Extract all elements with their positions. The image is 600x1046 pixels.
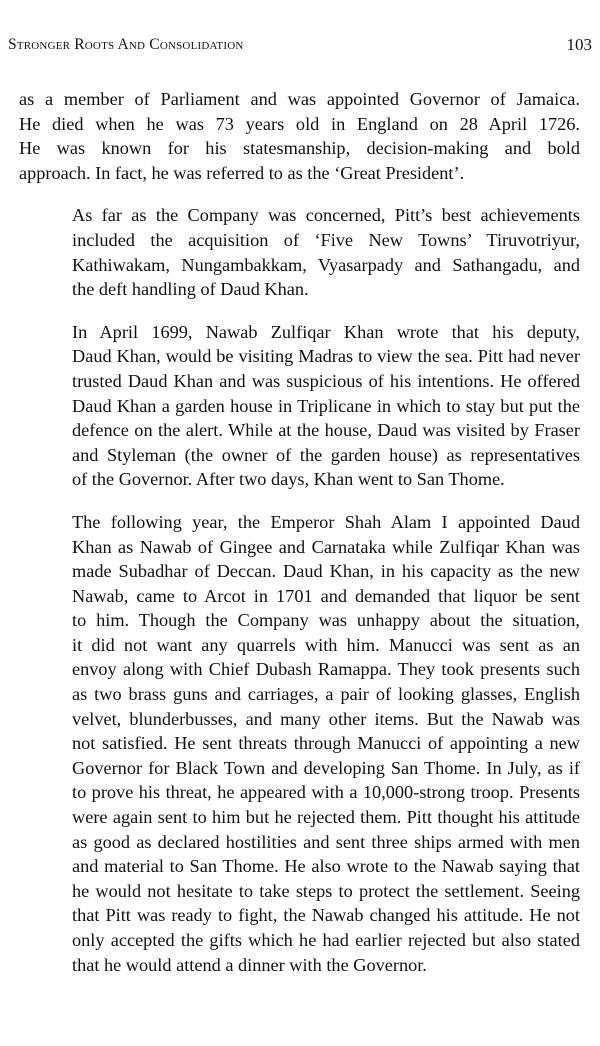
text-line: were again sent to him but he rejected them. Pitt thought his attitude bbox=[72, 807, 580, 828]
text-line: The following year, the Emperor Shah Alam I appointed Daud bbox=[72, 511, 580, 532]
text-line: As far as the Company was concerned, Pitt’s best achievements bbox=[72, 205, 580, 226]
text-line: approach. In fact, he was referred to as the ‘Great President’. bbox=[19, 162, 465, 183]
text-line: it did not want any quarrels with him. Manucci was sent as an bbox=[72, 634, 580, 655]
text-line: that Pitt was ready to fight, the Nawab changed his attitude. He not bbox=[72, 905, 580, 926]
text-line: as good as declared hostilities and sent three ships armed with men bbox=[72, 831, 580, 852]
text-line: Daud Khan a garden house in Triplicane in which to stay but put the bbox=[72, 395, 580, 416]
text-line: Nawab, came to Arcot in 1701 and demanded that liquor be sent bbox=[72, 585, 580, 606]
text-line: He was known for his statesmanship, decision-making and bold bbox=[19, 138, 580, 159]
text-line: as two brass guns and carriages, a pair of looking glasses, English bbox=[72, 684, 580, 705]
text-line: only accepted the gifts which he had earlier rejected but also stated bbox=[72, 930, 580, 950]
text-line: that he would attend a dinner with the Governor. bbox=[72, 954, 427, 975]
text-line: Khan as Nawab of Gingee and Carnataka while Zulfiqar Khan was bbox=[72, 536, 580, 557]
text-line: Kathiwakam, Nungambakkam, Vyasarpady and Sathangadu, and bbox=[72, 254, 580, 275]
text-line: He died when he was 73 years old in England on 28 April 1726. bbox=[19, 113, 580, 134]
page-number: 103 bbox=[566, 35, 592, 54]
paragraph bbox=[19, 510, 580, 977]
text-line: velvet, blunderbusses, and many other items. But the Nawab was bbox=[72, 708, 580, 729]
text-line: included the acquisition of ‘Five New Towns’ Tiruvotriyur, bbox=[72, 229, 580, 250]
text-line: Daud Khan, would be visiting Madras to view the sea. Pitt had never bbox=[72, 346, 580, 367]
text-line: as a member of Parliament and was appointed Governor of Jamaica. bbox=[19, 89, 580, 109]
text-line: envoy along with Chief Dubash Ramappa. They took presents such bbox=[72, 659, 580, 680]
paragraph bbox=[19, 320, 580, 492]
paragraph bbox=[19, 87, 580, 185]
text-line: trusted Daud Khan and was suspicious of his intentions. He offered bbox=[72, 370, 580, 391]
text-line: to him. Though the Company was unhappy about the situation, bbox=[72, 610, 580, 631]
body-text bbox=[19, 87, 580, 995]
text-line: of the Governor. After two days, Khan went to San Thome. bbox=[72, 469, 505, 490]
text-line: to prove his threat, he appeared with a 10,000-strong troop. Presents bbox=[72, 782, 580, 803]
text-line: he would not hesitate to take steps to protect the settlement. Seeing bbox=[72, 880, 580, 901]
text-line: made Subadhar of Deccan. Daud Khan, in his capacity as the new bbox=[72, 561, 580, 582]
running-header bbox=[8, 34, 592, 56]
text-line: and material to San Thome. He also wrote to the Nawab saying that bbox=[72, 856, 580, 877]
text-line: not satisfied. He sent threats through Manucci of appointing a new bbox=[72, 733, 580, 754]
text-line: the deft handling of Daud Khan. bbox=[72, 279, 309, 300]
paragraph bbox=[19, 203, 580, 301]
chapter-title: Stronger Roots And Consolidation bbox=[8, 36, 244, 53]
text-line: and Styleman (the owner of the garden house) as representatives bbox=[72, 444, 580, 465]
text-line: Governor for Black Town and developing San Thome. In July, as if bbox=[72, 757, 580, 778]
text-line: defence on the alert. While at the house, Daud was visited by Fraser bbox=[72, 420, 580, 441]
text-line: In April 1699, Nawab Zulfiqar Khan wrote that his deputy, bbox=[72, 321, 580, 342]
